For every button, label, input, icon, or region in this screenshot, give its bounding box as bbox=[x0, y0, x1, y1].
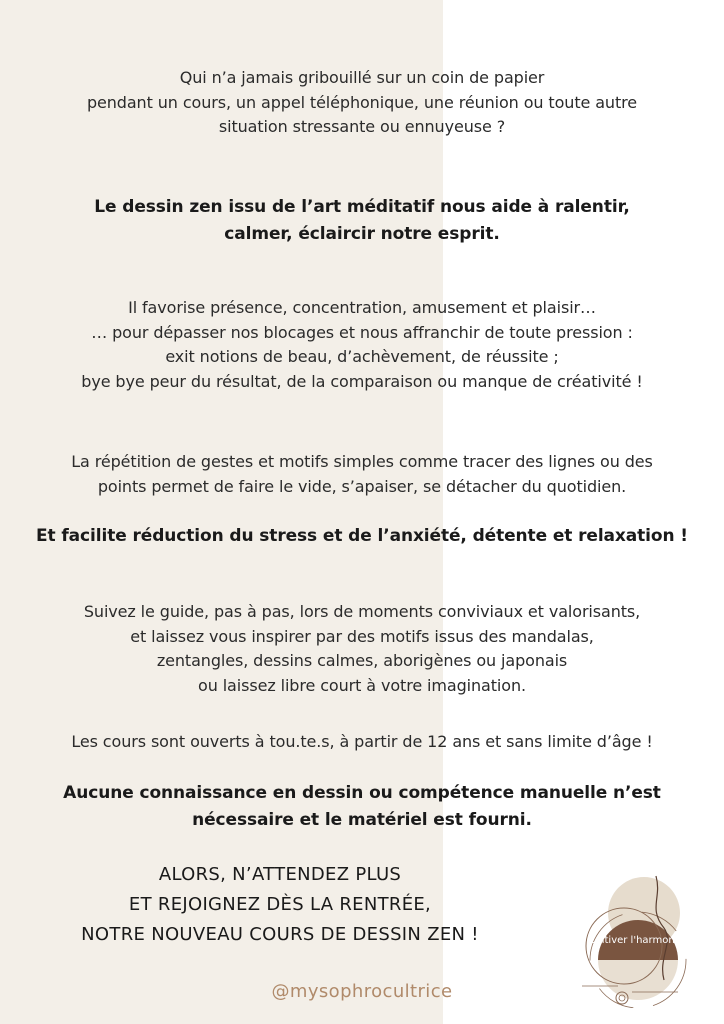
benefits-line: exit notions de beau, d’achèvement, de réussite ; bbox=[165, 347, 559, 366]
highlight-line: Et facilite réduction du stress et de l’anxiété, détente et relaxation ! bbox=[36, 526, 688, 546]
repetition-paragraph bbox=[0, 450, 724, 499]
guide-paragraph bbox=[0, 600, 724, 698]
highlight-line: Le dessin zen issu de l’art méditatif nous aide à ralentir, bbox=[94, 197, 630, 217]
call-to-action bbox=[0, 860, 560, 950]
repetition-line: La répétition de gestes et motifs simples comme tracer des lignes ou des bbox=[71, 452, 653, 471]
intro-line: situation stressante ou ennuyeuse ? bbox=[218, 117, 506, 136]
brand-logo bbox=[578, 868, 694, 1008]
logo-text: Cultiver l'harmonie bbox=[588, 935, 684, 946]
benefits-line: … pour dépasser nos blocages et nous affranchir de toute pression : bbox=[91, 322, 633, 342]
highlight-line: Aucune connaissance en dessin ou compétence manuelle n’est bbox=[63, 783, 661, 803]
guide-line: zentangles, dessins calmes, aborigènes ou japonais bbox=[156, 651, 568, 670]
highlight-stress bbox=[0, 523, 724, 550]
benefits-paragraph bbox=[0, 296, 724, 394]
repetition-line: points permet de faire le vide, s’apaiser, se détacher du quotidien. bbox=[97, 476, 627, 496]
benefits-line: Il favorise présence, concentration, amusement et plaisir… bbox=[128, 298, 596, 317]
intro-paragraph bbox=[0, 66, 724, 140]
highlight-line: calmer, éclaircir notre esprit. bbox=[224, 224, 500, 244]
guide-line: Suivez le guide, pas à pas, lors de moments conviviaux et valorisants, bbox=[83, 602, 641, 621]
social-handle: @mysophrocultrice bbox=[271, 981, 453, 1002]
intro-line: pendant un cours, un appel téléphonique, une réunion ou toute autre bbox=[86, 92, 638, 112]
highlight-meditative bbox=[0, 194, 724, 248]
audience-paragraph bbox=[0, 730, 724, 755]
cta-line: ET REJOIGNEZ DÈS LA RENTRÉE, bbox=[128, 894, 432, 915]
benefits-line: bye bye peur du résultat, de la comparaison ou manque de créativité ! bbox=[81, 371, 643, 391]
cta-line: NOTRE NOUVEAU COURS DE DESSIN ZEN ! bbox=[81, 924, 479, 945]
audience-line: Les cours sont ouverts à tou.te.s, à partir de 12 ans et sans limite d’âge ! bbox=[71, 732, 653, 751]
highlight-no-skill bbox=[0, 780, 724, 834]
highlight-line: nécessaire et le matériel est fourni. bbox=[192, 810, 532, 830]
guide-line: ou laissez libre court à votre imagination. bbox=[198, 675, 526, 695]
guide-line: et laissez vous inspirer par des motifs issus des mandalas, bbox=[130, 626, 594, 646]
cta-line: ALORS, N’ATTENDEZ PLUS bbox=[158, 864, 402, 885]
intro-line: Qui n’a jamais gribouillé sur un coin de papier bbox=[179, 68, 545, 87]
